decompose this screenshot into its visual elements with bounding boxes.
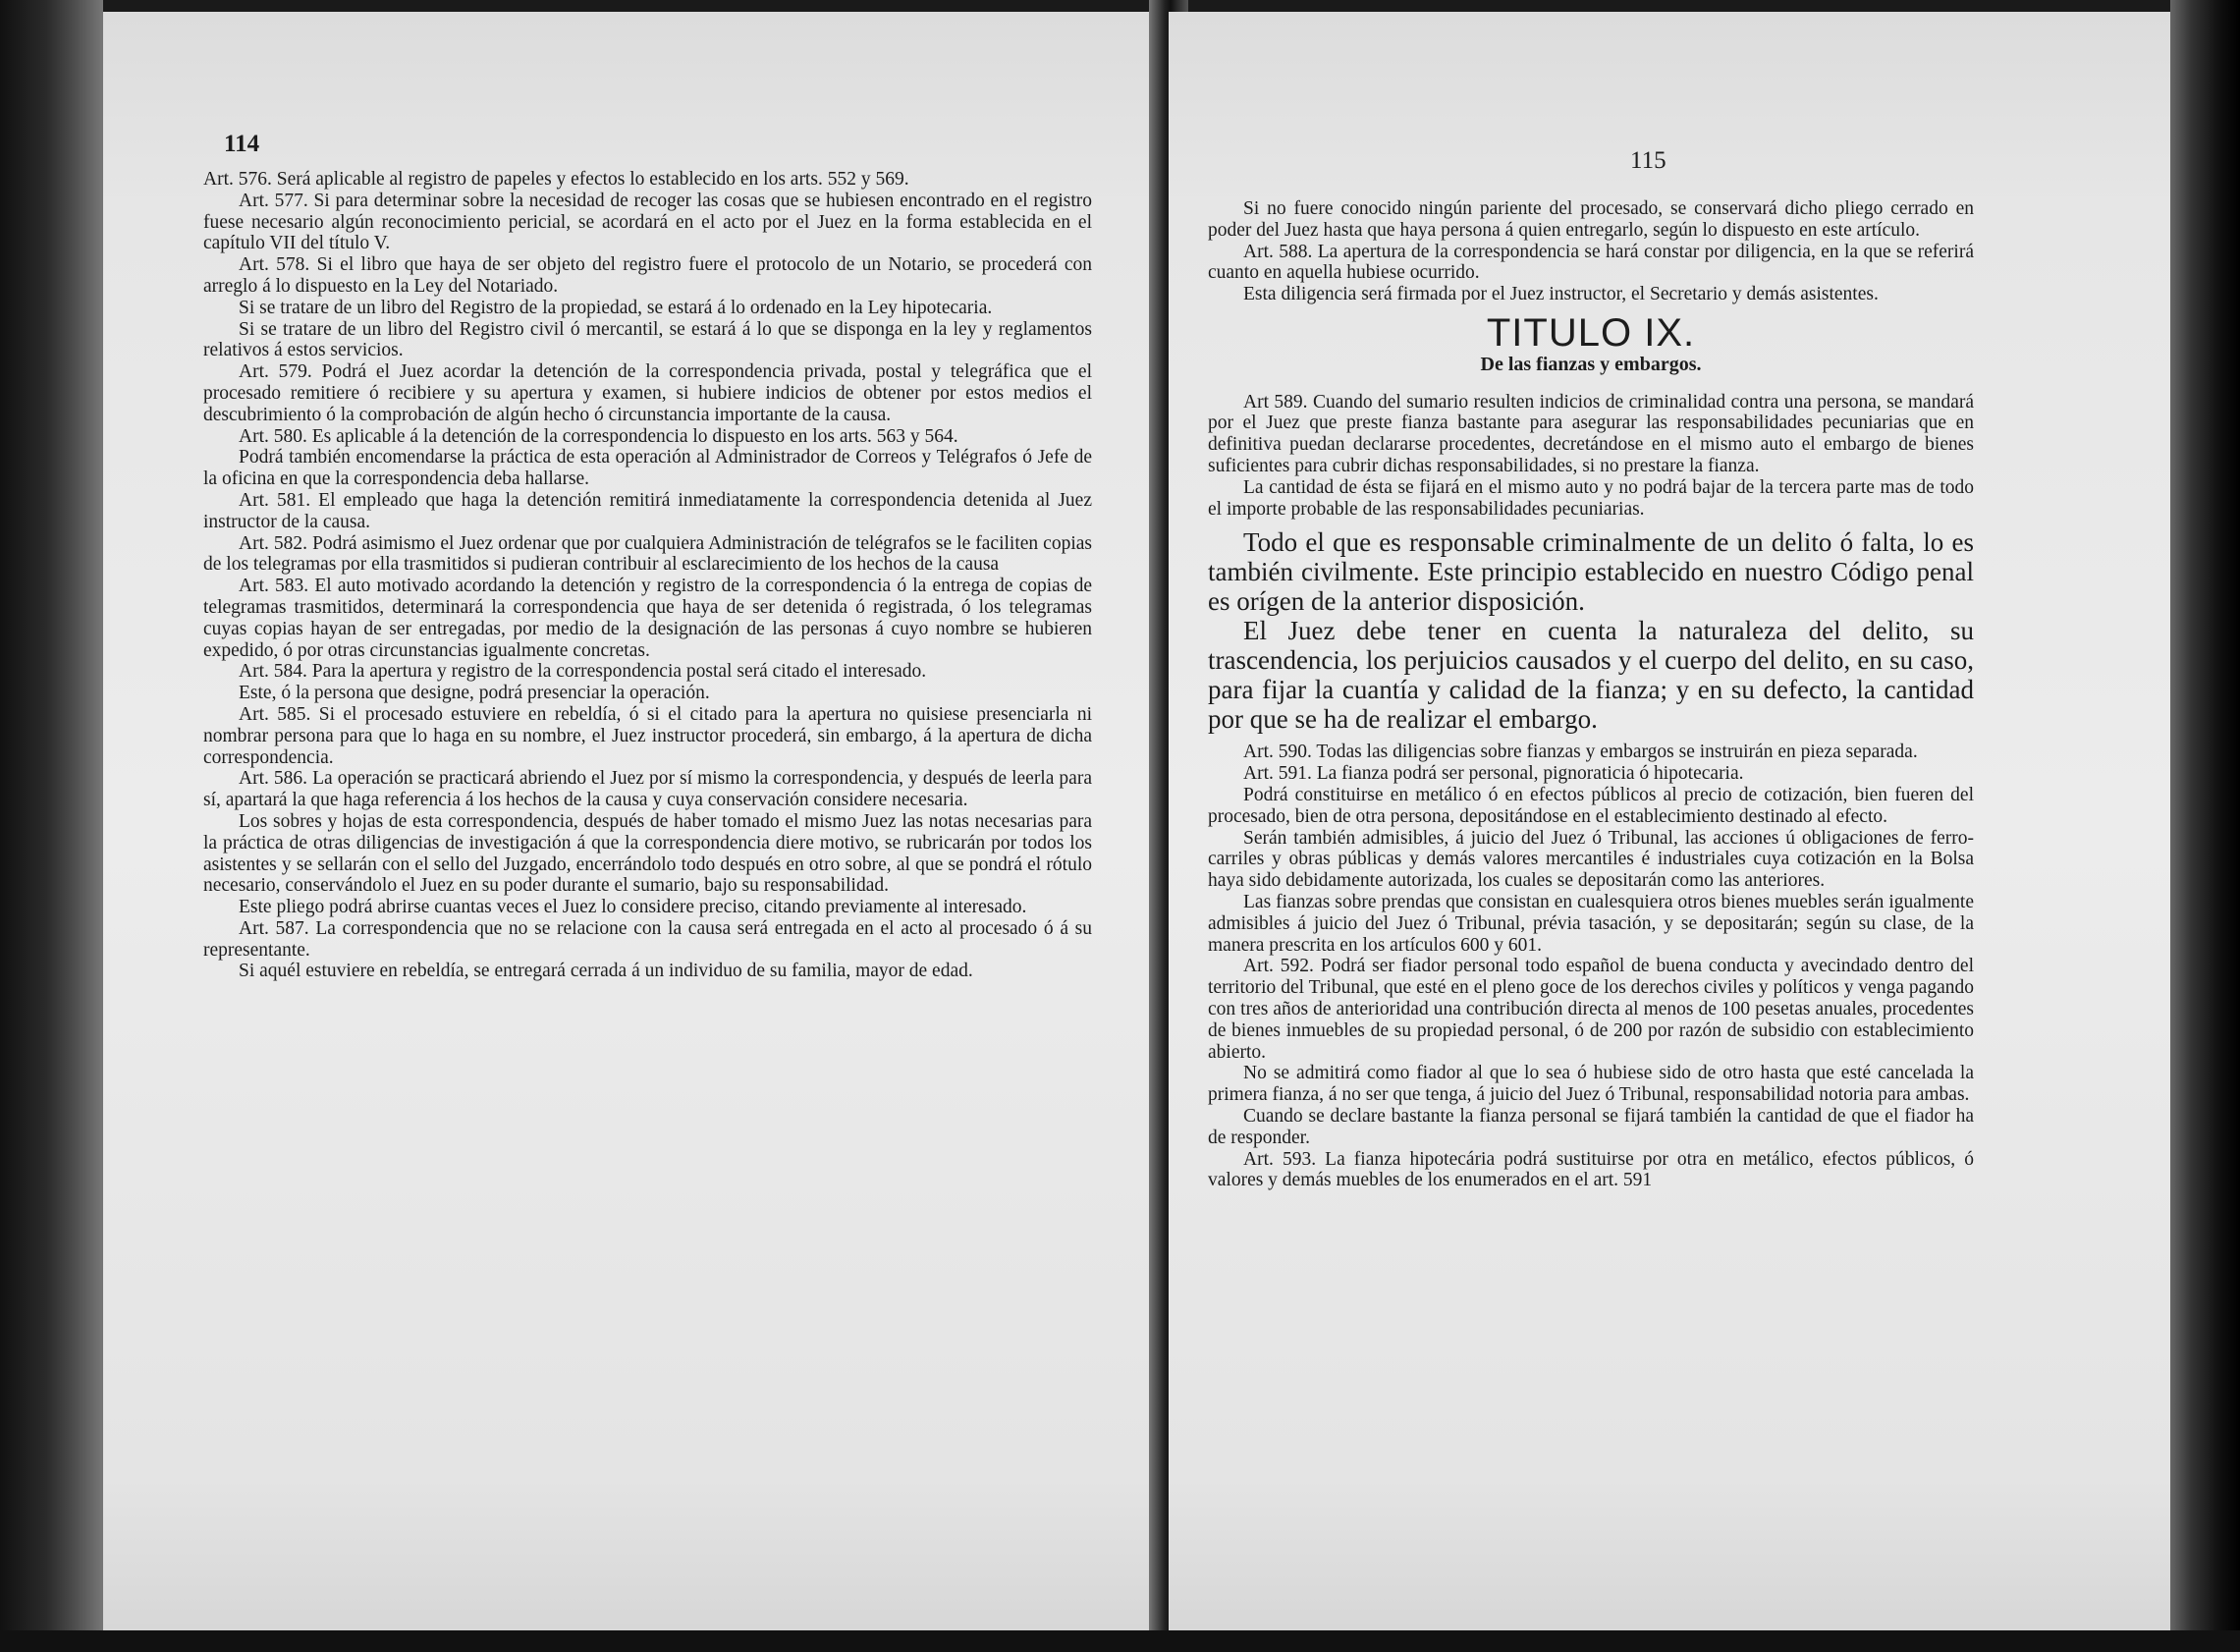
right-page (1169, 12, 2170, 1640)
paragraph: Podrá también encomendarse la práctica de esta operación al Administrador de Correos y Telégrafos ó Jefe de la oficina en que la correspondencia deba hallarse. (203, 447, 1092, 490)
right-page-body (1208, 198, 1974, 1191)
commentary-block (1208, 527, 1974, 734)
paragraph: Art. 578. Si el libro que haya de ser objeto del registro fuere el protocolo de un Notario, se procederá con arreglo á lo dispuesto en la Ley del Notariado. (203, 254, 1092, 297)
paragraph: Art 589. Cuando del sumario resulten indicios de criminalidad contra una persona, se mandará por el Juez que preste fianza bastante para asegurar las responsabilidades pecuniarias que en definitiva puedan declararse procedentes, decretándose en el mismo auto el embargo de bienes suficientes para cubrir dichas responsabilidades, si no prestare la fianza. (1208, 391, 1974, 476)
paragraph: Si no fuere conocido ningún pariente del procesado, se conservará dicho pliego cerrado en poder del Juez hasta que haya persona á quien entregarlo, según lo dispuesto en este artículo. (1208, 198, 1974, 241)
paragraph: No se admitirá como fiador al que lo sea ó hubiese sido de otro hasta que esté cancelada la primera fianza, á no ser que tenga, á juicio del Juez ó Tribunal, responsabilidad notoria para ambas. (1208, 1063, 1974, 1106)
paragraph: Art. 581. El empleado que haga la detención remitirá inmediatamente la correspondencia detenida al Juez instructor de la causa. (203, 489, 1092, 532)
paragraph: Art. 577. Si para determinar sobre la necesidad de recoger las cosas que se hubiesen encontrado en el registro fuese necesario algún reconocimiento pericial, se acordará en el acto por el Juez en la forma establecida en el capítulo VII del título V. (203, 190, 1092, 254)
paragraph: Art. 592. Podrá ser fiador personal todo español de buena conducta y avecindado dentro del territorio del Tribunal, que esté en el pleno goce de los derechos civiles y políticos y venga pagando con tres años de anterioridad una contribución directa al menos de 100 pesetas anuales, procedentes de bienes inmuebles de su propiedad personal, ó de 200 por razón de subsidio con establecimiento abierto. (1208, 956, 1974, 1063)
paragraph: Art. 585. Si el procesado estuviere en rebeldía, ó si el citado para la apertura no quisiese presenciarla ni nombrar persona para que lo haga en su nombre, el Juez instructor procederá, sin embargo, á la apertura de dicha correspondencia. (203, 703, 1092, 768)
commentary-paragraph: El Juez debe tener en cuenta la naturaleza del delito, su trascendencia, los perjuicios causados y el cuerpo del delito, en su caso, para fijar la cuantía y calidad de la fianza; y en su defecto, la cantidad por que se ha de realizar el embargo. (1208, 616, 1974, 735)
paragraph: Art. 580. Es aplicable á la detención de la correspondencia lo dispuesto en los arts. 563 y 564. (239, 425, 958, 447)
paragraph: Si se tratare de un libro del Registro de la propiedad, se estará á lo ordenado en la Ley hipotecaria. (239, 297, 993, 318)
paragraph: Art. 587. La correspondencia que no se relacione con la causa será entregada en el acto al procesado ó á su representante. (203, 917, 1092, 961)
paragraph: Los sobres y hojas de esta correspondencia, después de haber tomado el mismo Juez las notas necesarias para la práctica de otras diligencias de investigación á que la correspondencia diere motivo, se rubricarán por todos los asistentes y se sellarán con el sello del Juzgado, encerrándolo todo después en otro sobre, al que se pondrá el rótulo necesario, conservándolo el Juez en su poder durante el sumario, bajo su responsabilidad. (203, 810, 1092, 897)
page-number: 114 (224, 131, 260, 157)
paragraph: Cuando se declare bastante la fianza personal se fijará también la cantidad de que el fiador ha de responder. (1208, 1105, 1974, 1148)
paragraph: Si aquél estuviere en rebeldía, se entregará cerrada á un individuo de su familia, mayor de edad. (239, 961, 973, 982)
paragraph: Art. 586. La operación se practicará abriendo el Juez por sí mismo la correspondencia, y después de leerla para sí, apartará la que haga referencia á los hechos de la causa y cuya conservación considere necesaria. (203, 768, 1092, 811)
paragraph: Art. 576. Será aplicable al registro de papeles y efectos lo establecido en los arts. 552 y 569. (203, 169, 909, 190)
paragraph: Art. 593. La fianza hipotecária podrá sustituirse por otra en metálico, efectos públicos, ó valores y demás muebles de los enumerados en el art. 591 (1208, 1148, 1974, 1191)
paragraph: Art. 591. La fianza podrá ser personal, pignoraticia ó hipotecaria. (1243, 763, 1744, 785)
paragraph: Art. 588. La apertura de la correspondencia se hará constar por diligencia, en la que se referirá cuanto en aquella hubiese ocurrido. (1208, 241, 1974, 284)
paragraph: Serán también admisibles, á juicio del Juez ó Tribunal, las acciones ú obligaciones de ferro-carriles y obras públicas y demás valores mercantiles é industriales cuya cotización en la Bolsa haya sido debidamente autorizada, los cuales se depositarán como las anteriores. (1208, 827, 1974, 892)
left-page-body (203, 169, 1092, 982)
paragraph: Este, ó la persona que designe, podrá presenciar la operación. (239, 683, 710, 704)
scan-border-bottom (0, 1630, 2240, 1652)
commentary-paragraph: Todo el que es responsable criminalmente de un delito ó falta, lo es también civilmente. Este principio establecido en nuestro Código penal es orígen de la anterior disposición. (1208, 527, 1974, 617)
paragraph: Art. 584. Para la apertura y registro de la correspondencia postal será citado el interesado. (239, 661, 927, 683)
paragraph: Art. 579. Podrá el Juez acordar la detención de la correspondencia privada, postal y telegráfica que el procesado remitiere ó recibiere y su apertura y examen, si hubiere indicios de obtener por estos medios el descubrimiento ó la comprobación de algún hecho ó circunstancia importante de la causa. (203, 361, 1092, 425)
paragraph: Las fianzas sobre prendas que consistan en cualesquiera otros bienes muebles serán igualmente admisibles á juicio del Juez ó Tribunal, prévia tasación, y se depositarán; según su clase, de la manera prescrita en los artículos 600 y 601. (1208, 891, 1974, 956)
section-subtitle: De las fianzas y embargos. (1480, 353, 1702, 375)
section-title: TITULO IX. (1486, 310, 1696, 355)
page-number: 115 (1630, 147, 1666, 174)
book-binding-left (0, 0, 103, 1652)
paragraph: Este pliego podrá abrirse cuantas veces el Juez lo considere preciso, citando previamente al interesado. (239, 897, 1027, 918)
paragraph: Art. 583. El auto motivado acordando la detención y registro de la correspondencia ó la entrega de copias de telegramas trasmitidos, determinará la correspondencia que haya de ser detenida ó registrada, ó los telegramas cuyas copias hayan de ser entregadas, por medio de la designación de las personas á cuyo nombre se hubieren expedido, ó por otras circunstancias igualmente concretas. (203, 576, 1092, 661)
left-page (103, 12, 1164, 1640)
paragraph: Podrá constituirse en metálico ó en efectos públicos al precio de cotización, bien fueren del procesado, bien de otra persona, depositándose en el establecimiento destinado al efecto. (1208, 784, 1974, 827)
paragraph: La cantidad de ésta se fijará en el mismo auto y no podrá bajar de la tercera parte mas de todo el importe probable de las responsabilidades pecuniarias. (1208, 476, 1974, 520)
paragraph: Art. 590. Todas las diligencias sobre fianzas y embargos se instruirán en pieza separada. (1243, 742, 1918, 763)
paragraph: Art. 582. Podrá asimismo el Juez ordenar que por cualquiera Administración de telégrafos se le faciliten copias de los telegramas por ella trasmitidos si pudieran contribuir al esclarecimiento de los hechos de la causa (203, 532, 1092, 576)
paragraph: Esta diligencia será firmada por el Juez instructor, el Secretario y demás asistentes. (1243, 284, 1879, 305)
book-edge-right (2170, 0, 2240, 1652)
paragraph: Si se tratare de un libro del Registro civil ó mercantil, se estará á lo que se disponga en la ley y reglamentos relativos á estos servicios. (203, 318, 1092, 361)
